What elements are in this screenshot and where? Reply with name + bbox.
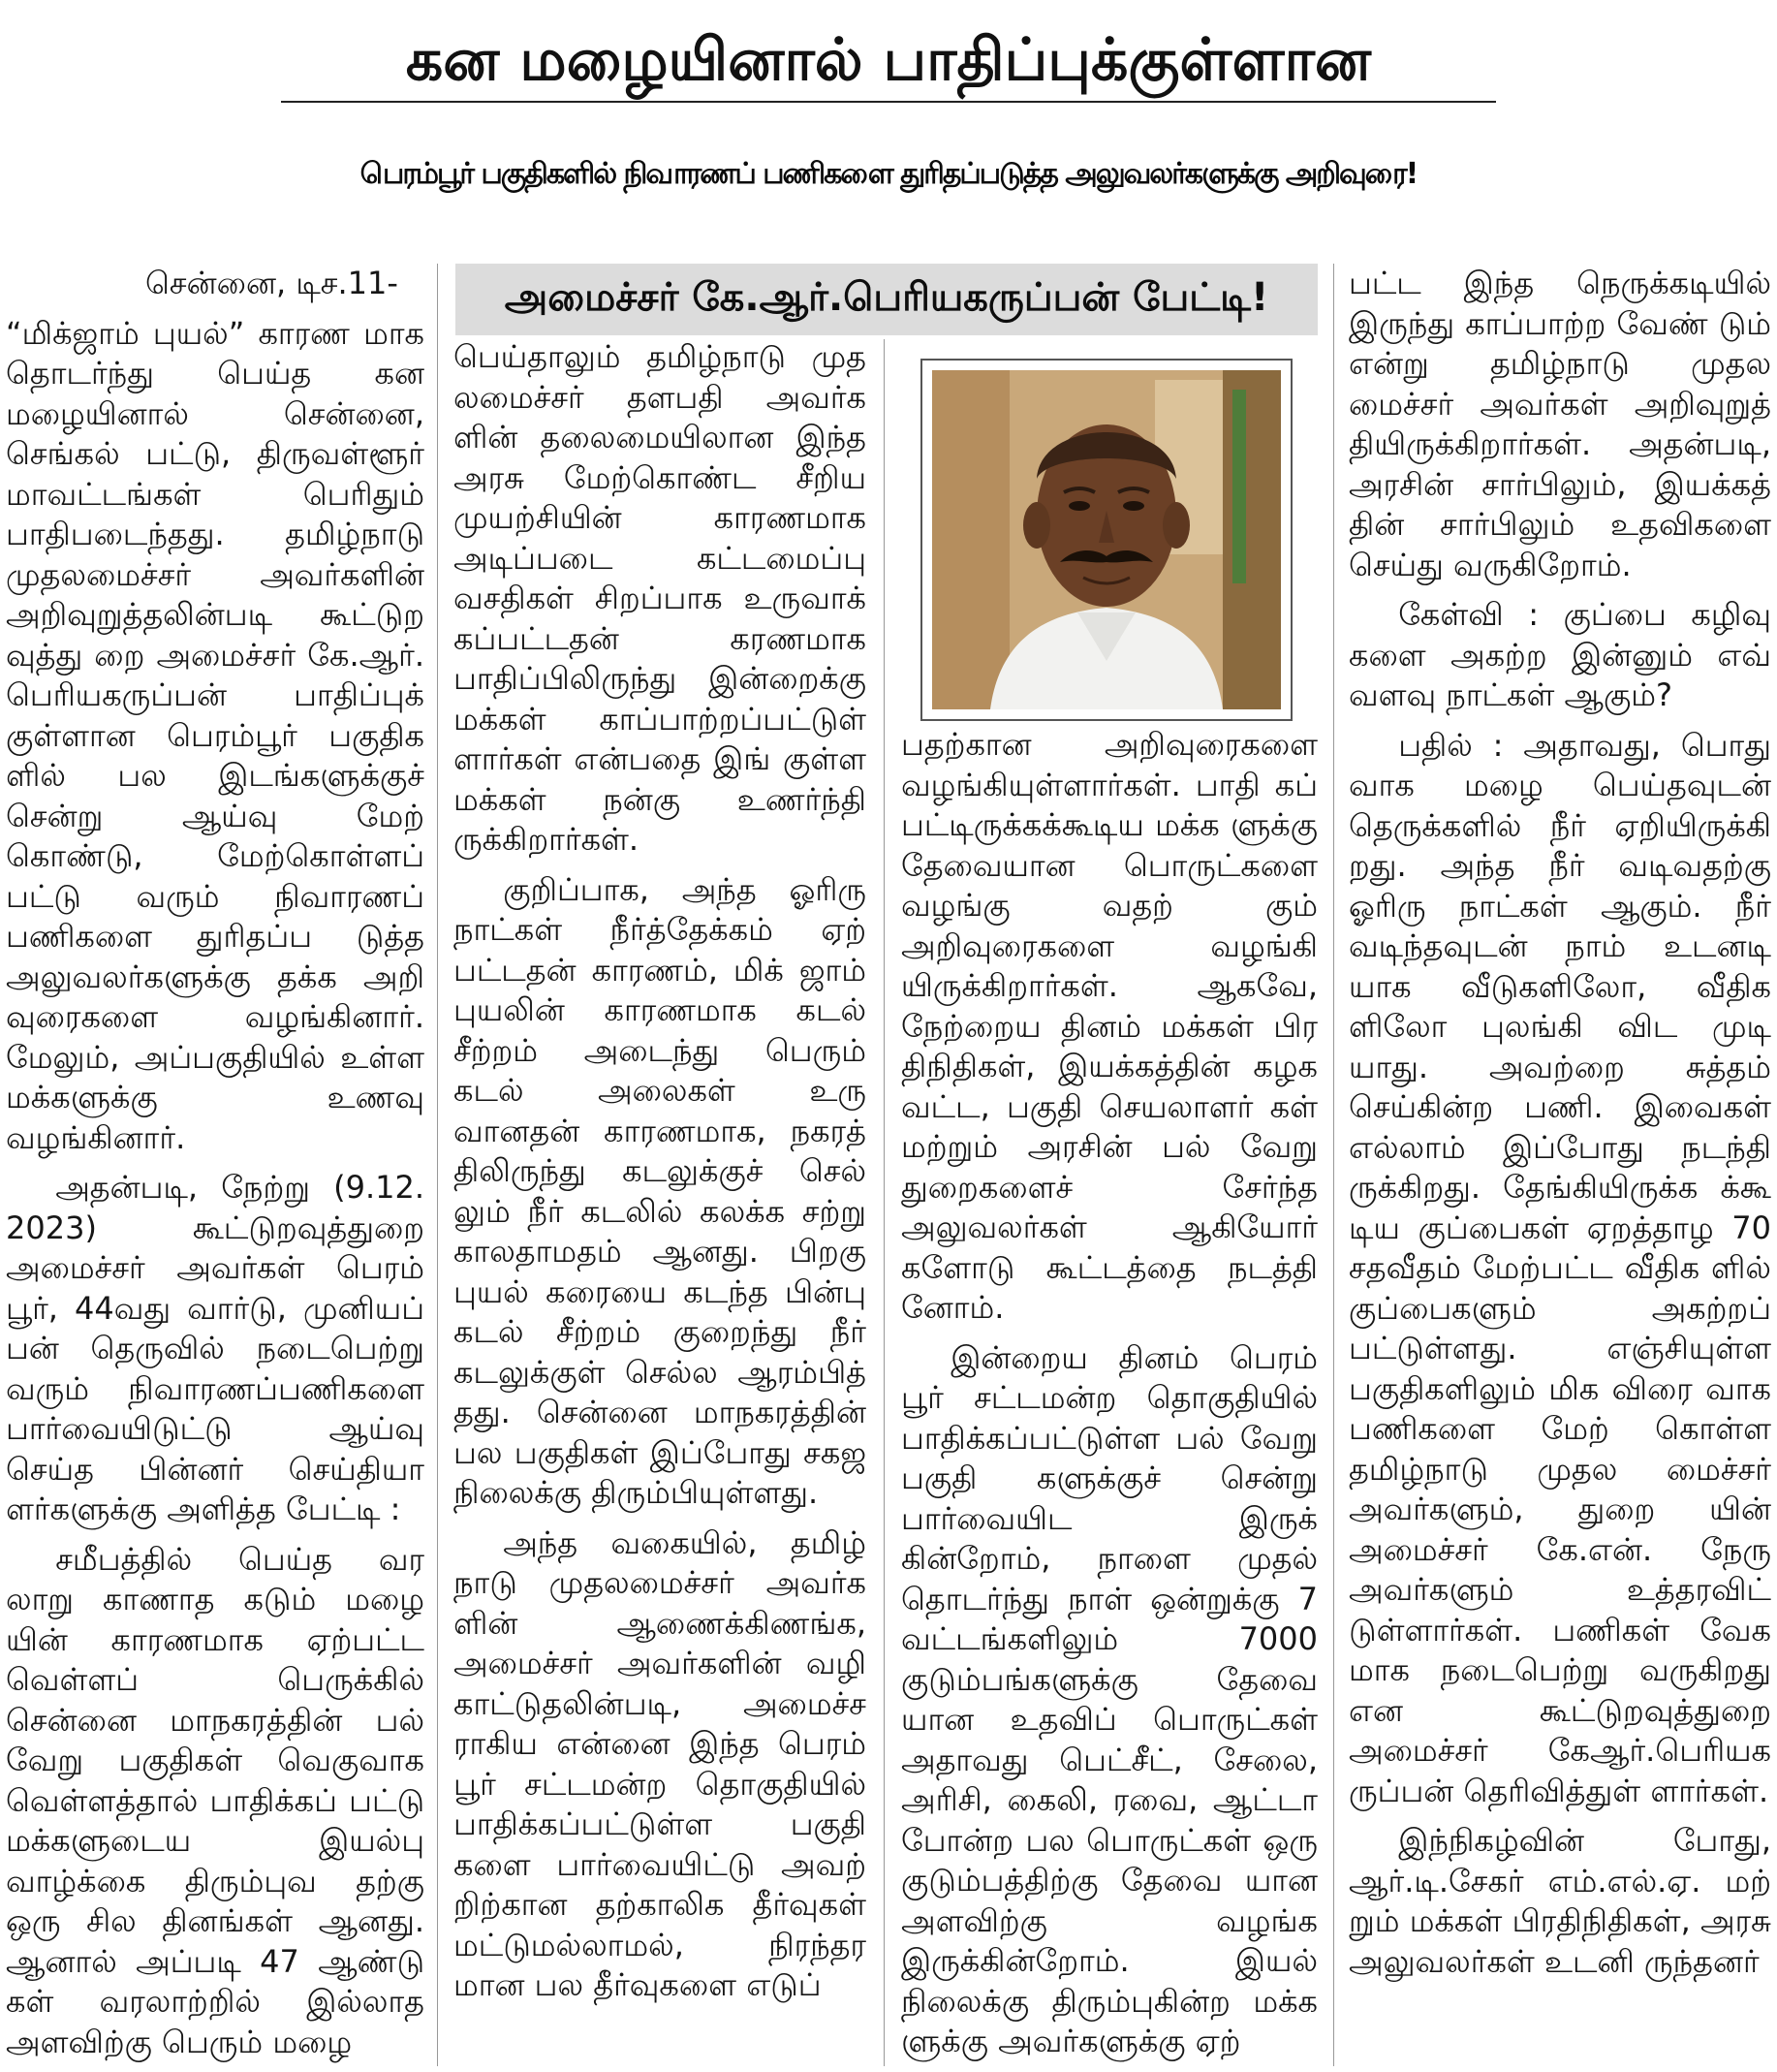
question-paragraph: கேள்வி : குப்பை கழிவு களை அகற்ற இன்னும் எவ் வளவு நாட்கள் ஆகும்? — [1349, 596, 1771, 713]
paragraph: பெய்தாலும் தமிழ்நாடு முத லமைச்சர் தளபதி அவர்க ளின் தலைமையிலான இந்த அரசு மேற்கொண்ட சீறிய முயற்சியின் காரணமாக அடிப்படை கட்டமைப்பு வசதிகள் சிறப்பாக உருவாக் கப்பட்டதன் கரணமாக பாதிப்பிலிருந்து இன்றைக்கு மக்கள் காப்பாற்றப்பட்டுள் ளார்கள் என்பதை இங் குள்ள மக்கள் நன்கு உணர்ந்தி ருக்கிறார்கள். — [453, 338, 866, 858]
column-divider — [437, 264, 438, 2066]
answer-paragraph: பதில் : அதாவது, பொது வாக மழை பெய்தவுடன் தெருக்களில் நீர் ஏறியிருக்கி றது. அந்த நீர் வடிவதற்கு ஓரிரு நாட்கள் ஆகும். நீர் வடிந்தவுடன் நாம் உடனடி யாக வீடுகளிலோ, வீதிக ளிலோ புலங்கி விட முடி யாது. அவற்றை சுத்தம் செய்கின்ற பணி. இவைகள் எல்லாம் இப்போது நடந்தி ருக்கிறது. தேங்கியிருக்க க்கூ டிய குப்பைகள் ஏறத்தாழ 70 சதவீதம் மேற்பட்ட வீதிக ளில் குப்பைகளும் அகற்றப் பட்டுள்ளது. எஞ்சியுள்ள பகுதிகளிலும் மிக விரை வாக பணிகளை மேற் கொள்ள தமிழ்நாடு முதல மைச்சர் அவர்களும், துறை யின் அமைச்சர் கே.என். நேரு அவர்களும் உத்தரவிட் டுள்ளார்கள். பணிகள் வேக மாக நடைபெற்று வருகிறது என கூட்டுறவுத்துறை அமைச்சர் கேஆர்.பெரியக ருப்பன் தெரிவித்துள் ளார்கள். — [1349, 726, 1771, 1809]
main-headline: பெரம்பூர் பகுதிகளில் நிவாரணப் பணிகளை துரிதப்படுத்த அலுவலர்களுக்கு அறிவுரை! — [359, 157, 1418, 191]
subheadline-box — [455, 264, 1318, 335]
dateline: சென்னை, டிச.11- — [145, 265, 398, 301]
kicker-rule — [281, 101, 1496, 103]
paragraph: பதற்கான அறிவுரைகளை வழங்கியுள்ளார்கள். பாதி கப் பட்டிருக்கக்கூடிய மக்க ளுக்கு தேவையான பொருட்களை வழங்கு வதற் கும் அறிவுரைகளை வழங்கி யிருக்கிறார்கள். ஆகவே, நேற்றைய தினம் மக்கள் பிர திநிதிகள், இயக்கத்தின் கழக வட்ட, பகுதி செயலாளர் கள் மற்றும் அரசின் பல் வேறு துறைகளைச் சேர்ந்த அலுவலர்கள் ஆகியோர் களோடு கூட்டத்தை நடத்தி னோம். — [901, 726, 1318, 1326]
subheadline-text: அமைச்சர் கே.ஆர்.பெரியகருப்பன் பேட்டி! — [504, 274, 1269, 320]
paragraph: இன்றைய தினம் பெரம் பூர் சட்டமன்ற தொகுதியில் பாதிக்கப்பட்டுள்ள பல் வேறு பகுதி களுக்குச் சென்று பார்வையிட இருக் கின்றோம், நாளை முதல் தொடர்ந்து நாள் ஒன்றுக்கு 7 வட்டங்களிலும் 7000 குடும்பங்களுக்கு தேவை யான உதவிப் பொருட்கள் அதாவது பெட்சீட், சேலை, அரிசி, கைலி, ரவை, ஆட்டா போன்ற பல பொருட்கள் ஒரு குடும்பத்திற்கு தேவை யான அளவிற்கு வழங்க இருக்கின்றோம். இயல் நிலைக்கு திரும்புகின்ற மக்க ளுக்கு அவர்களுக்கு ஏற் — [901, 1338, 1318, 2059]
column-divider — [1333, 264, 1334, 2066]
column-divider — [884, 339, 885, 2066]
paragraph: “மிக்ஜாம் புயல்” காரண மாக தொடர்ந்து பெய்த கன மழையினால் சென்னை, செங்கல் பட்டு, திருவள்ளூர் மாவட்டங்கள் பெரிதும் பாதிபடைந்தது. தமிழ்நாடு முதலமைச்சர் அவர்களின் அறிவுறுத்தலின்படி கூட்டுற வுத்து றை அமைச்சர் கே.ஆர். பெரியகருப்பன் பாதிப்புக் குள்ளான பெரம்பூர் பகுதிக ளில் பல இடங்களுக்குச் சென்று ஆய்வு மேற் கொண்டு, மேற்கொள்ளப் பட்டு வரும் நிவாரணப் பணிகளை துரிதப்ப டுத்த அலுவலர்களுக்கு தக்க அறி வுரைகளை வழங்கினார். மேலும், அப்பகுதியில் உள்ள மக்களுக்கு உணவு வழங்கினார். — [6, 314, 424, 1156]
article-column-3 — [901, 725, 1318, 2062]
paragraph: அதன்படி, நேற்று (9.12. 2023) கூட்டுறவுத்துறை அமைச்சர் அவர்கள் பெரம் பூர், 44வது வார்டு, முனியப் பன் தெருவில் நடைபெற்று வரும் நிவாரணப்பணிகளை பார்வையிடுட்டு ஆய்வு செய்த பின்னர் செய்தியா ளர்களுக்கு அளித்த பேட்டி : — [6, 1169, 424, 1527]
article-column-4 — [1349, 264, 1771, 1982]
paragraph: குறிப்பாக, அந்த ஓரிரு நாட்கள் நீர்த்தேக்கம் ஏற் பட்டதன் காரணம், மிக் ஜாம் புயலின் காரணமாக கடல் சீற்றம் அடைந்து பெரும் கடல் அலைகள் உரு வானதன் காரணமாக, நகரத் திலிருந்து கடலுக்குச் செல் லும் நீர் கடலில் கலக்க சற்று காலதாமதம் ஆனது. பிறகு புயல் கரையை கடந்த பின்பு கடல் சீற்றம் குறைந்து நீர் கடலுக்குள் செல்ல ஆரம்பித் தது. சென்னை மாநகரத்தின் பல பகுதிகள் இப்போது சகஜ நிலைக்கு திரும்பியுள்ளது. — [453, 870, 866, 1511]
paragraph: பட்ட இந்த நெருக்கடியில் இருந்து காப்பாற்ற வேண் டும் என்று தமிழ்நாடு முதல மைச்சர் அவர்கள் அறிவுறுத் தியிருக்கிறார்கள். அதன்படி, அரசின் சார்பிலும், இயக்கத் தின் சார்பிலும் உதவிகளை செய்து வருகிறோம். — [1349, 265, 1771, 583]
kicker-headline: கன மழையினால் பாதிப்புக்குள்ளான — [405, 26, 1372, 94]
portrait-illustration — [932, 370, 1281, 709]
paragraph: இந்நிகழ்வின் போது, ஆர்.டி.சேகர் எம்.எல்.ஏ. மற் றும் மக்கள் பிரதிநிதிகள், அரசு அலுவலர்கள் உடனி ருந்தனர் — [1349, 1822, 1771, 1980]
paragraph: அந்த வகையில், தமிழ் நாடு முதலமைச்சர் அவர்க ளின் ஆணைக்கிணங்க, அமைச்சர் அவர்களின் வழி காட்டுதலின்படி, அமைச்ச ராகிய என்னை இந்த பெரம் பூர் சட்டமன்ற தொகுதியில் பாதிக்கப்பட்டுள்ள பகுதி களை பார்வையிட்டு அவற் றிற்கான தற்காலிக தீர்வுகள் மட்டுமல்லாமல், நிரந்தர மான பல தீர்வுகளை எடுப் — [453, 1523, 866, 2003]
paragraph: சமீபத்தில் பெய்த வர லாறு காணாத கடும் மழை யின் காரணமாக ஏற்பட்ட வெள்ளப் பெருக்கில் சென்னை மாநகரத்தின் பல் வேறு பகுதிகள் வெகுவாக வெள்ளத்தால் பாதிக்கப் பட்டு மக்களுடைய இயல்பு வாழ்க்கை திரும்புவ தற்கு ஒரு சில தினங்கள் ஆனது. ஆனால் அப்படி 47 ஆண்டு கள் வரலாற்றில் இல்லாத அளவிற்கு பெரும் மழை — [6, 1540, 424, 2060]
article-column-2 — [453, 337, 866, 2006]
minister-photo — [920, 359, 1293, 721]
article-column-1 — [6, 264, 424, 2062]
